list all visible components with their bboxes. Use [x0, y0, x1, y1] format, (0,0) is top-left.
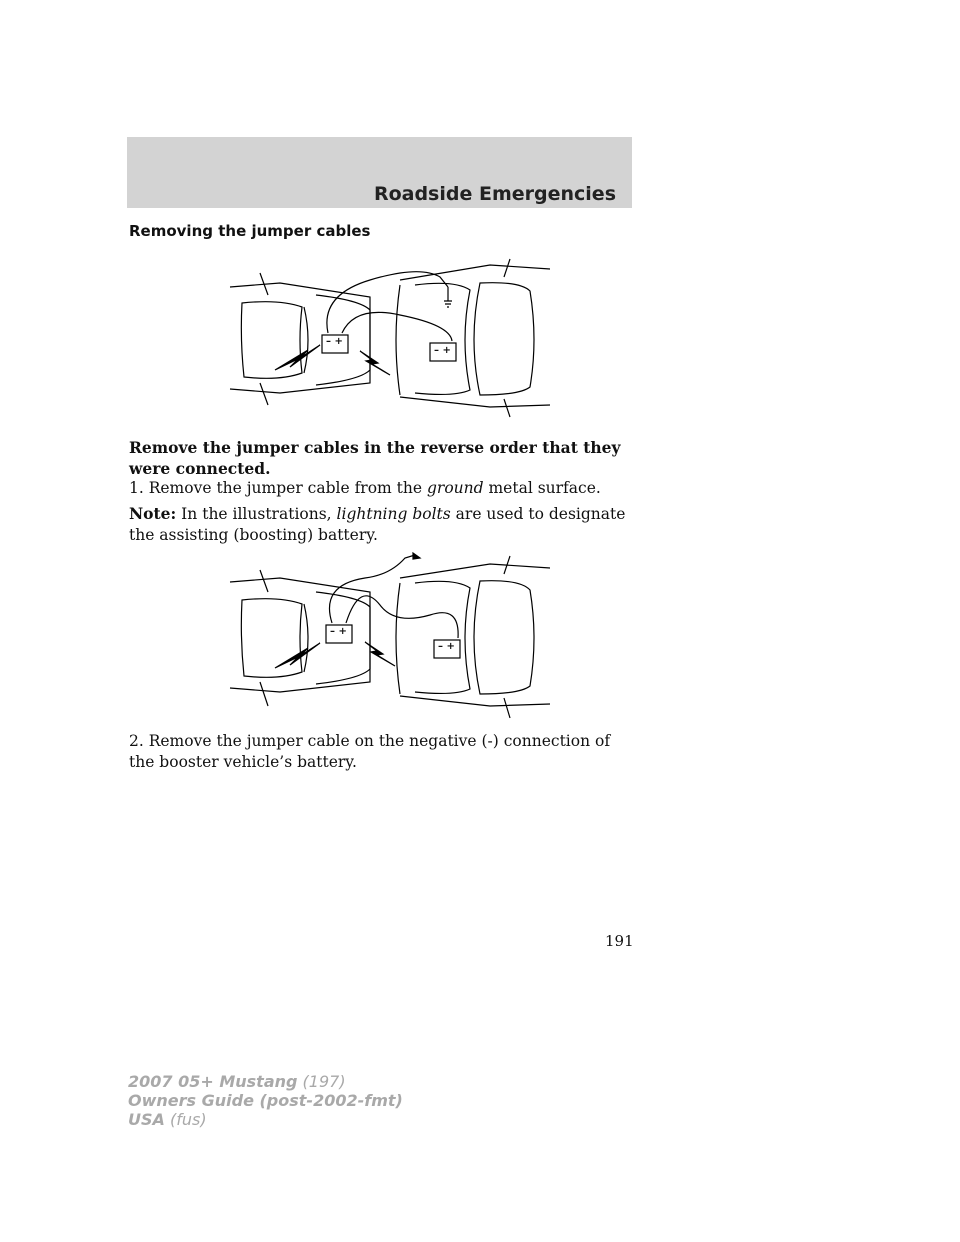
intro-paragraph: Remove the jumper cables in the reverse order that they were connected. — [129, 438, 621, 478]
battery-terminals-label: – + — [326, 336, 343, 347]
jumper-cable-diagram-ground-removed — [220, 255, 560, 420]
battery-terminals-label: – + — [438, 641, 455, 652]
right-car — [396, 556, 550, 718]
cable-clamp — [413, 553, 420, 559]
note-label: Note: — [129, 504, 177, 523]
page-number: 191 — [605, 932, 634, 950]
footer-line-1: 2007 05+ Mustang (197) — [128, 1072, 346, 1091]
cable — [329, 555, 415, 623]
battery-terminals-label: – + — [330, 626, 347, 637]
term-ground: ground — [427, 479, 484, 497]
left-car — [230, 570, 370, 706]
footer-line-3: USA (fus) — [128, 1110, 207, 1129]
footer — [128, 1072, 403, 1129]
header-band — [127, 137, 632, 208]
lightning-bolt-icon — [275, 345, 320, 370]
page-title: Roadside Emergencies — [373, 183, 616, 205]
step-1: 1. Remove the jumper cable from the ground metal surface. — [129, 479, 601, 497]
note-paragraph: Note: In the illustrations, lightning bolts are used to designate the assisting (boosting) battery. — [129, 504, 626, 544]
jumper-cable-diagram-negative-removed — [220, 550, 560, 722]
step-2: 2. Remove the jumper cable on the negative (-) connection of the booster vehicle’s battery. — [129, 732, 611, 771]
left-car — [230, 273, 370, 405]
battery-terminals-label: – + — [434, 345, 451, 356]
lightning-bolt-icon — [275, 643, 320, 668]
cable — [327, 272, 448, 333]
section-heading: Removing the jumper cables — [129, 222, 371, 240]
right-car — [396, 259, 550, 417]
term-lightning-bolts: lightning bolts — [336, 505, 451, 523]
footer-line-2: Owners Guide (post-2002-fmt) — [128, 1091, 403, 1110]
lightning-bolt-icon — [360, 351, 390, 375]
ground-symbol — [444, 287, 452, 307]
